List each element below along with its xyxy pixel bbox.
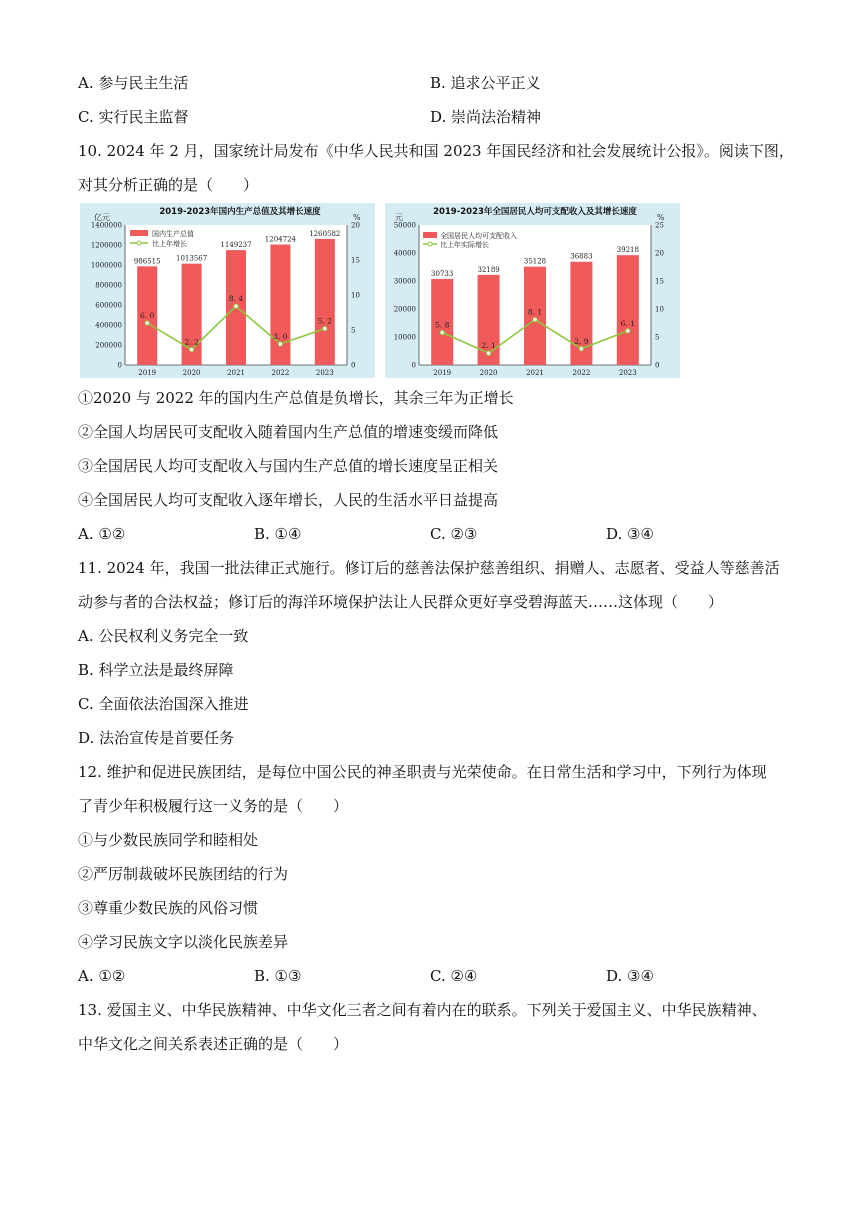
- left-tick-label: 0: [117, 361, 122, 370]
- left-tick-label: 400000: [95, 321, 122, 330]
- left-tick-label: 800000: [95, 281, 122, 290]
- q11-option-c: C. 全面依法治国深入推进: [78, 695, 249, 713]
- legend-line-marker: [137, 241, 141, 245]
- q12-option-a: A. ①②: [78, 967, 126, 985]
- q12-statement-3: ③尊重少数民族的风俗习惯: [78, 899, 259, 917]
- left-tick-label: 20000: [393, 305, 416, 314]
- legend-bar-swatch: [130, 230, 148, 236]
- left-tick-label: 40000: [393, 249, 416, 258]
- bar-2023: [617, 255, 639, 365]
- q13-stem-line2: 中华文化之间关系表述正确的是（ ）: [78, 1035, 349, 1053]
- left-tick-label: 1200000: [90, 241, 122, 250]
- q12-option-d: D. ③④: [606, 967, 654, 985]
- bar-2023: [315, 239, 335, 365]
- right-tick-label: 15: [351, 256, 360, 265]
- growth-value-label: 8. 4: [228, 294, 244, 304]
- x-tick-label: 2019: [138, 369, 157, 377]
- growth-value-label: 2. 1: [481, 341, 496, 351]
- q11-option-b: B. 科学立法是最终屏障: [78, 661, 234, 679]
- growth-value-label: 6. 0: [140, 311, 155, 320]
- q12-option-b: B. ①③: [254, 967, 302, 985]
- q12-stem-line2: 了青少年积极履行这一义务的是（ ）: [78, 797, 349, 815]
- q10-option-c: C. ②③: [430, 525, 478, 543]
- growth-point-2022: [278, 342, 282, 346]
- growth-point-2019: [145, 321, 149, 325]
- q10-option-d: D. ③④: [606, 525, 654, 543]
- growth-value-label: 2. 9: [574, 336, 589, 346]
- growth-value-label: 3. 0: [273, 332, 288, 341]
- q10-statement-2: ②全国人均居民可支配收入随着国内生产总值的增速变缓而降低: [78, 423, 499, 441]
- q10-stem-line1: 10. 2024 年 2 月，国家统计局发布《中华人民共和国 2023 年国民经济和社会发展统计公报》。阅读下图，: [78, 142, 794, 160]
- growth-value-label: 5. 2: [317, 316, 332, 326]
- left-unit: 亿元: [94, 213, 110, 222]
- q10-stem-line2: 对其分析正确的是（ ）: [78, 176, 259, 194]
- bar-value-label: 1013567: [176, 254, 208, 263]
- bar-value-label: 39218: [616, 246, 639, 255]
- legend-line-label: 比上年实际增长: [440, 241, 489, 249]
- q11-stem-line2: 动参与者的合法权益；修订后的海洋环境保护法让人民群众更好享受碧海蓝天……这体现（ ）: [78, 593, 724, 611]
- right-tick-label: 10: [351, 291, 360, 300]
- chart-title: 2019-2023年全国居民人均可支配收入及其增长速度: [433, 207, 637, 217]
- q11-option-d: D. 法治宣传是首要任务: [78, 729, 235, 747]
- right-tick-label: 0: [655, 361, 660, 370]
- legend-bar-label: 国内生产总值: [152, 230, 194, 238]
- legend-bar-swatch: [423, 232, 437, 238]
- legend-line-marker: [428, 242, 432, 246]
- growth-point-2022: [579, 347, 583, 351]
- x-tick-label: 2022: [271, 369, 290, 377]
- growth-value-label: 5. 8: [435, 320, 450, 330]
- x-tick-label: 2020: [479, 369, 498, 377]
- chart-title: 2019-2023年国内生产总值及其增长速度: [159, 207, 321, 217]
- x-tick-label: 2022: [572, 369, 591, 377]
- q11-option-a: A. 公民权利义务完全一致: [78, 627, 249, 645]
- q10-statement-4: ④全国居民人均可支配收入逐年增长，人民的生活水平日益提高: [78, 491, 499, 509]
- right-tick-label: 5: [351, 326, 356, 335]
- income-chart: [385, 203, 680, 378]
- q12-option-c: C. ②④: [430, 967, 478, 985]
- growth-point-2023: [626, 329, 630, 333]
- growth-value-label: 2. 2: [184, 337, 199, 347]
- growth-point-2020: [189, 347, 193, 351]
- bar-2022: [270, 245, 290, 365]
- q12-stem-line1: 12. 维护和促进民族团结，是每位中国公民的神圣职责与光荣使命。在日常生活和学习中，下列行为体现: [78, 763, 767, 781]
- x-tick-label: 2023: [618, 369, 637, 377]
- left-tick-label: 50000: [393, 221, 416, 230]
- left-tick-label: 600000: [95, 301, 122, 310]
- q10-option-a: A. ①②: [78, 525, 126, 543]
- bar-value-label: 35128: [523, 257, 547, 266]
- q9-option-a: A. 参与民主生活: [78, 74, 189, 92]
- right-tick-label: 10: [655, 305, 664, 314]
- q12-statement-4: ④学习民族文字以淡化民族差异: [78, 933, 289, 951]
- growth-point-2021: [234, 304, 238, 308]
- bar-value-label: 32189: [477, 265, 500, 274]
- q9-option-d: D. 崇尚法治精神: [430, 108, 542, 126]
- left-tick-label: 200000: [95, 341, 122, 350]
- gdp-chart: [80, 203, 375, 378]
- growth-point-2020: [486, 351, 490, 355]
- growth-point-2019: [440, 330, 444, 334]
- x-tick-label: 2021: [227, 369, 245, 377]
- q9-option-c: C. 实行民主监督: [78, 108, 189, 126]
- q11-stem-line1: 11. 2024 年，我国一批法律正式施行。修订后的慈善法保护慈善组织、捐赠人、志愿者、受益人等慈善活: [78, 559, 780, 577]
- q12-statement-2: ②严厉制裁破坏民族团结的行为: [78, 865, 289, 883]
- x-tick-label: 2020: [182, 369, 201, 377]
- q13-stem-line1: 13. 爱国主义、中华民族精神、中华文化三者之间有着内在的联系。下列关于爱国主义、中华民族精神、: [78, 1001, 767, 1019]
- growth-value-label: 8. 1: [527, 307, 543, 317]
- bar-value-label: 1149237: [220, 241, 252, 250]
- right-unit: %: [657, 213, 665, 222]
- q10-statement-3: ③全国居民人均可支配收入与国内生产总值的增长速度呈正相关: [78, 457, 499, 475]
- bar-value-label: 30733: [431, 269, 454, 278]
- bar-value-label: 1260582: [309, 229, 341, 238]
- x-tick-label: 2021: [526, 369, 544, 377]
- q12-statement-1: ①与少数民族同学和睦相处: [78, 831, 259, 849]
- left-tick-label: 10000: [393, 333, 416, 342]
- left-tick-label: 1400000: [90, 221, 122, 230]
- right-tick-label: 20: [351, 221, 360, 230]
- right-tick-label: 0: [351, 361, 356, 370]
- legend-line-label: 比上年增长: [152, 240, 187, 248]
- growth-value-label: 6. 1: [620, 318, 635, 328]
- right-unit: %: [353, 213, 361, 222]
- growth-point-2021: [533, 317, 537, 321]
- growth-point-2023: [323, 326, 327, 330]
- right-tick-label: 20: [655, 249, 664, 258]
- left-unit: 元: [395, 213, 403, 222]
- x-tick-label: 2023: [315, 369, 334, 377]
- left-tick-label: 1000000: [90, 261, 122, 270]
- right-tick-label: 5: [655, 333, 660, 342]
- bar-value-label: 1204724: [264, 235, 296, 244]
- x-tick-label: 2019: [433, 369, 452, 377]
- right-tick-label: 25: [655, 221, 664, 230]
- q9-option-b: B. 追求公平正义: [430, 74, 541, 92]
- q10-statement-1: ①2020 与 2022 年的国内生产总值是负增长，其余三年为正增长: [78, 389, 514, 407]
- bar-value-label: 986515: [133, 257, 161, 266]
- q10-option-b: B. ①④: [254, 525, 302, 543]
- legend-bar-label: 全国居民人均可支配收入: [440, 232, 517, 240]
- bar-value-label: 36883: [570, 252, 593, 261]
- left-tick-label: 0: [411, 361, 416, 370]
- right-tick-label: 15: [655, 277, 664, 286]
- left-tick-label: 30000: [393, 277, 416, 286]
